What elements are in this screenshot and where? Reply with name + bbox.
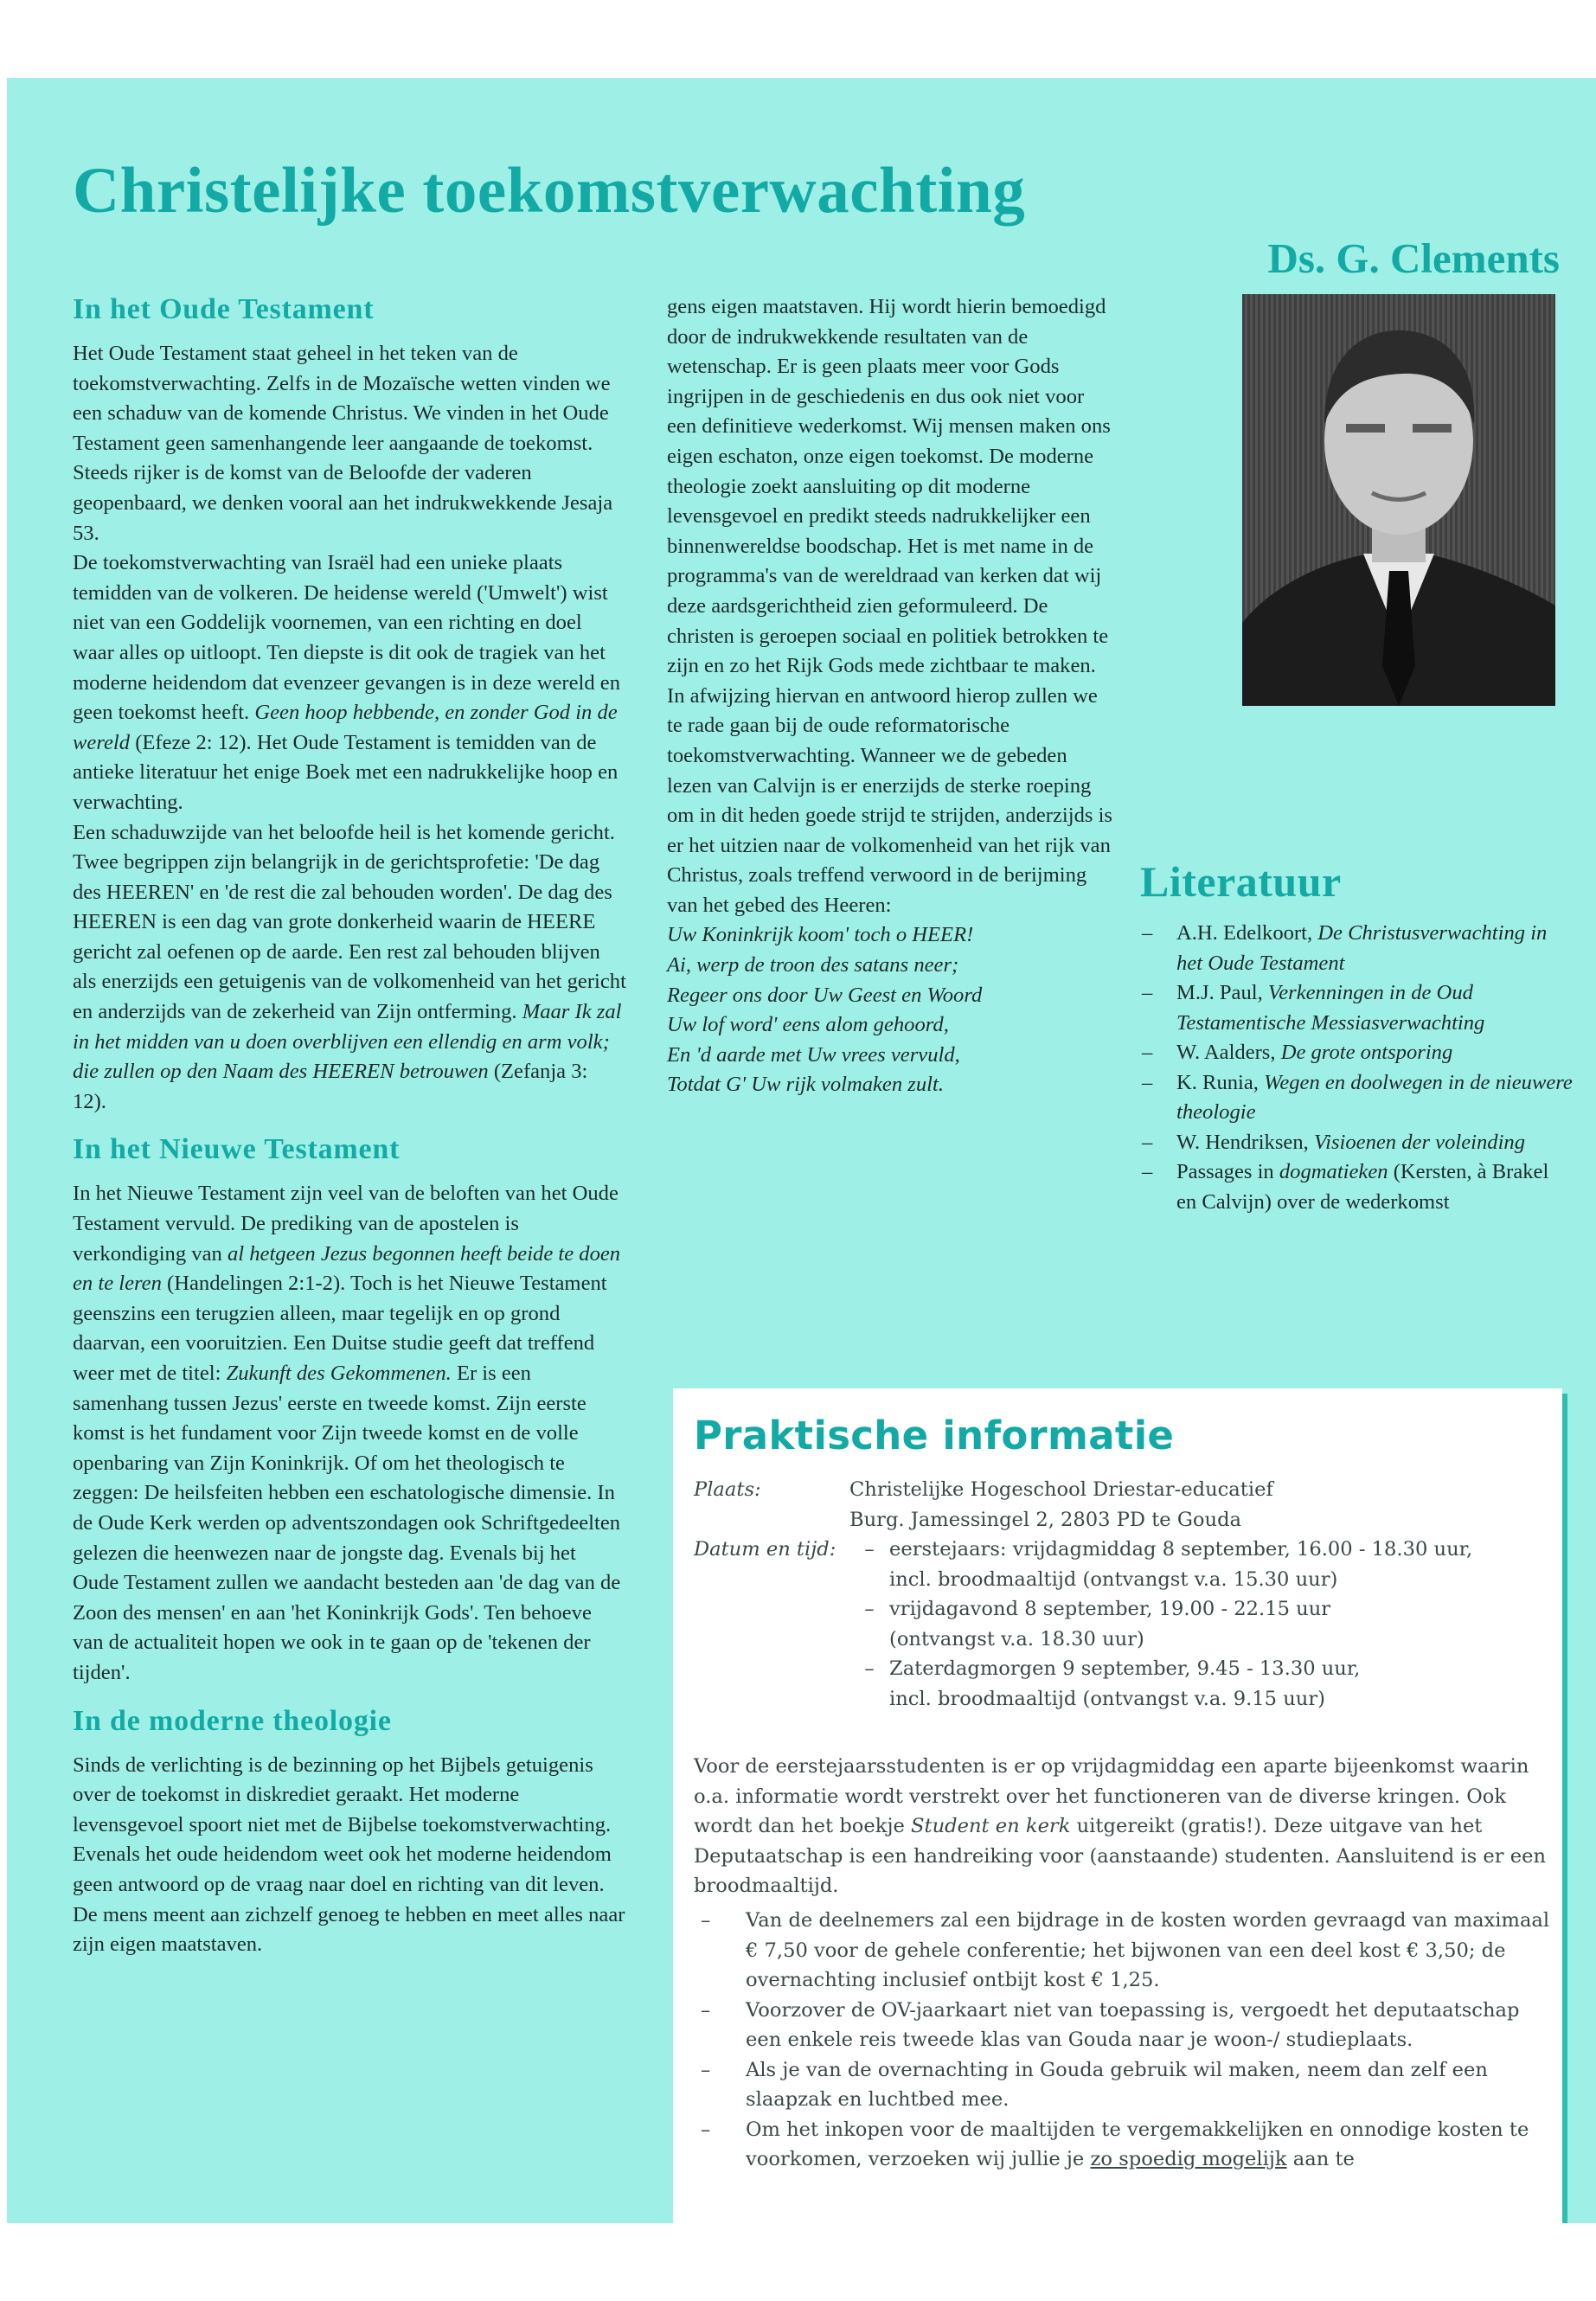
literature-item: – K. Runia, Wegen en doolwegen in de nieuwere theologie	[1140, 1068, 1573, 1128]
page-background	[7, 78, 1596, 2223]
modern-paragraph-2: gens eigen maatstaven. Hij wordt hierin bemoedigd door de indrukwekkende resultaten van de wetenschap. Er is geen plaats meer voor Gods ingrijpen in de geschiedenis en dus ook niet voor een definitieve wederkomst. Wij mensen maken ons eigen eschaton, onze eigen toekomst. De moderne theologie zoekt aansluiting op dit moderne levensgevoel en predikt steeds nadrukkelijker een binnenwereldse boodschap. Het is met name in de programma's van de wereldraad van kerken dat wij deze aardsgerichtheid zien geformuleerd. De christen is geroepen sociaal en politiek betrokken te zijn en zo het Rijk Gods mede zichtbaar te maken.	[667, 295, 1111, 678]
note-item: – Voorzover de OV-jaarkaart niet van toepassing is, vergoedt het deputaatschap een enkele reis tweede klas van Gouda naar je woon-/ studieplaats.	[694, 1996, 1550, 2055]
ot-paragraph-1: Het Oude Testament staat geheel in het teken van de toekomstverwachting. Zelfs in de Mozaïsche wetten vinden we een schaduw van de komende Christus. We vinden in het Oude Testament geen samenhangende leer aangaande de toekomst. Steeds rijker is de komst van de Beloofde der vaderen geopenbaard, we denken vooral aan het indrukwekkende Jesaja 53.	[73, 342, 613, 545]
poem-line: Ai, werp de troon des satans neer;	[667, 953, 959, 977]
literature-heading: Literatuur	[1140, 857, 1342, 906]
literature-item: – M.J. Paul, Verkenningen in de Oud Testamentische Messiasverwachting	[1140, 978, 1573, 1038]
column-left	[73, 292, 626, 1960]
place-row	[694, 1475, 1550, 1505]
author-photo	[1242, 294, 1555, 706]
place-row-2	[694, 1505, 1550, 1535]
nt-book-title: Zukunft des Gekommenen.	[226, 1362, 452, 1385]
schedule-row: – vrijdagavond 8 september, 19.00 - 22.15 uur	[694, 1594, 1550, 1625]
author-name: Ds. G. Clements	[1267, 234, 1560, 282]
underlined-phrase: zo spoedig mogelijk	[1090, 2148, 1287, 2170]
poem-line: Uw Koninkrijk koom' toch o HEER!	[667, 923, 974, 947]
ot-paragraph-2: De toekomstverwachting van Israël had een unieke plaats temidden van de volkeren. De heidense wereld ('Umwelt') wist niet van een Goddelijk voornemen, van een richting en doel waar alles op uitloopt. Ten diepste is dit ook de tragiek van het moderne heidendom dat evenzeer gevangen is in deze wereld en geen toekomst heeft. Geen hoop hebbende, en zonder God in de wereld (Efeze 2: 12). Het Oude Testament is temidden van de antieke literatuur het enige Boek met een nadrukkelijke hoop en verwachting.	[73, 551, 621, 814]
portrait-illustration	[1242, 294, 1555, 706]
poem-line: En 'd aarde met Uw vrees vervuld,	[667, 1042, 960, 1067]
datetime-label: Datum en tijd:	[694, 1538, 836, 1561]
schedule-line: Zaterdagmorgen 9 september, 9.45 - 13.30 uur,	[889, 1657, 1361, 1680]
article-title: Christelijke toekomstverwachting	[73, 155, 1026, 227]
schedule-line: (ontvangst v.a. 18.30 uur)	[889, 1627, 1144, 1650]
literature-item: – A.H. Edelkoort, De Christusverwachting in het Oude Testament	[1140, 919, 1573, 978]
schedule-row: Datum en tijd: – eerstejaars: vrijdagmiddag 8 september, 16.00 - 18.30 uur,	[694, 1535, 1550, 1565]
practical-notes	[694, 1906, 1550, 2175]
place-line-2: Burg. Jamessingel 2, 2803 PD te Gouda	[849, 1508, 1242, 1531]
literature-item: – W. Hendriksen, Visioenen der voleinding	[1140, 1128, 1573, 1158]
poem-line: Totdat G' Uw rijk volmaken zult.	[667, 1073, 944, 1097]
booklet-title: Student en kerk	[911, 1815, 1071, 1837]
note-item: – Van de deelnemers zal een bijdrage in de kosten worden gevraagd van maximaal € 7,50 voor de gehele conferentie; het bijwonen van een deel kost € 3,50; de overnachting inclusief ontbijt kost € 1,25.	[694, 1906, 1550, 1996]
literature-item: – W. Aalders, De grote ontsporing	[1140, 1038, 1573, 1068]
section-heading-ot: In het Oude Testament	[73, 293, 375, 325]
note-item: – Om het inkopen voor de maaltijden te vergemakkelijken en onnodige kosten te voorkomen, verzoeken wij jullie je zo spoedig mogelijk aan te	[694, 2115, 1550, 2175]
practical-details	[694, 1475, 1550, 1714]
ot-quote-1: Geen hoop hebbende, en zonder God in de wereld	[73, 701, 618, 754]
practical-info-box	[673, 1388, 1562, 2223]
modern-paragraph-1: Sinds de verlichting is de bezinning op het Bijbels getuigenis over de toekomst in diskrediet geraakt. Het moderne levensgevoel spoort niet met de Bijbelse toekomstverwachting. Evenals het oude heidendom weet ook het moderne heidendom geen antwoord op de vraag naar doel en richting van dit leven. De mens meent aan zichzelf genoeg te hebben en meet alles naar zijn eigen maatstaven.	[73, 1753, 625, 1957]
modern-paragraph-3: In afwijzing hiervan en antwoord hierop zullen we te rade gaan bij de oude reformatorische toekomstverwachting. Wanneer we de gebeden lezen van Calvijn is er enerzijds de sterke roeping om in dit heden goede strijd te strijden, anderzijds is er het uitzien naar de volkomenheid van het rijk van Christus, zoals treffend verwoord in de berijming van het gebed des Heeren:	[667, 683, 1112, 917]
literature-section	[1140, 856, 1573, 1217]
note-item: – Als je van de overnachting in Gouda gebruik wil maken, neem dan zelf een slaapzak en luchtbed mee.	[694, 2055, 1550, 2115]
literature-list	[1140, 919, 1573, 1217]
literature-item: – Passages in dogmatieken (Kersten, à Brakel en Calvijn) over de wederkomst	[1140, 1157, 1573, 1217]
column-middle	[667, 292, 1117, 1100]
practical-heading: Praktische informatie	[694, 1413, 1175, 1458]
place-line-1: Christelijke Hogeschool Driestar-educatief	[849, 1478, 1273, 1501]
section-heading-modern: In de moderne theologie	[73, 1704, 392, 1737]
prayer-poem	[667, 920, 1117, 1100]
ot-quote-2: Maar Ik zal in het midden van u doen overblijven een ellendig en arm volk; die zullen op den Naam des HEEREN betrouwen	[73, 1000, 622, 1084]
place-label: Plaats:	[694, 1478, 761, 1501]
section-heading-nt: In het Nieuwe Testament	[73, 1133, 401, 1166]
schedule-row: – Zaterdagmorgen 9 september, 9.45 - 13.30 uur,	[694, 1654, 1550, 1684]
nt-quote: al hetgeen Jezus begonnen heeft beide te doen en te leren	[73, 1241, 621, 1296]
practical-description: Voor de eerstejaarsstudenten is er op vrijdagmiddag een aparte bijeenkomst waarin o.a. informatie wordt verstrekt over het functioneren van de diverse kringen. Ook wordt dan het boekje Student en kerk uitgereikt (gratis!). Deze uitgave van het Deputaatschap is een handreiking voor (aanstaande) studenten. Aansluitend is er een broodmaaltijd.	[694, 1755, 1547, 1897]
schedule-line: eerstejaars: vrijdagmiddag 8 september, 16.00 - 18.30 uur,	[889, 1538, 1473, 1561]
poem-line: Regeer ons door Uw Geest en Woord	[667, 983, 983, 1007]
poem-line: Uw lof word' eens alom gehoord,	[667, 1013, 949, 1037]
ot-paragraph-3: Een schaduwzijde van het beloofde heil is het komende gericht. Twee begrippen zijn belangrijk in de gerichtsprofetie: 'De dag des HEEREN' en 'de rest die zal behouden worden'. De dag des HEEREN is een dag van grote donkerheid waarin de HEERE gericht zal oefenen op de aarde. Een rest zal behouden blijven als enerzijds een getuigenis van de volkomenheid van het gericht en anderzijds van de zekerheid van Zijn ontferming. Maar Ik zal in het midden van u doen overblijven een ellendig en arm volk; die zullen op den Naam des HEEREN betrouwen (Zefanja 3: 12).	[73, 820, 626, 1113]
schedule-line: incl. broodmaaltijd (ontvangst v.a. 9.15 uur)	[889, 1687, 1325, 1710]
schedule-line: incl. broodmaaltijd (ontvangst v.a. 15.30 uur)	[889, 1567, 1338, 1591]
schedule-line: vrijdagavond 8 september, 19.00 - 22.15 uur	[889, 1598, 1331, 1620]
nt-paragraph-1: In het Nieuwe Testament zijn veel van de beloften van het Oude Testament vervuld. De prediking van de apostelen is verkondiging van al hetgeen Jezus begonnen heeft beide te doen en te leren (Handelingen 2:1-2). Toch is het Nieuwe Testament geenszins een terugzien alleen, maar tegelijk en op grond daarvan, een vooruitzien. Een Duitse studie geeft dat treffend weer met de titel: Zukunft des Gekommenen. Er is een samenhang tussen Jezus' eerste en tweede komst. Zijn eerste komst is het fundament voor Zijn tweede komst en de volle openbaring van Zijn Koninkrijk. Of om het theologisch te zeggen: De heilsfeiten hebben een eschatologische dimensie. In de Oude Kerk werden op adventszondagen ook Schriftgedeelten gelezen die heenwezen naar de jongste dag. Evenals bij het Oude Testament zullen we aandacht besteden aan 'de dag van de Zoon des mensen' en aan 'het Koninkrijk Gods'. Ten behoeve van de actualiteit hopen we ook in te gaan op de 'tekenen der tijden'.	[73, 1182, 621, 1684]
